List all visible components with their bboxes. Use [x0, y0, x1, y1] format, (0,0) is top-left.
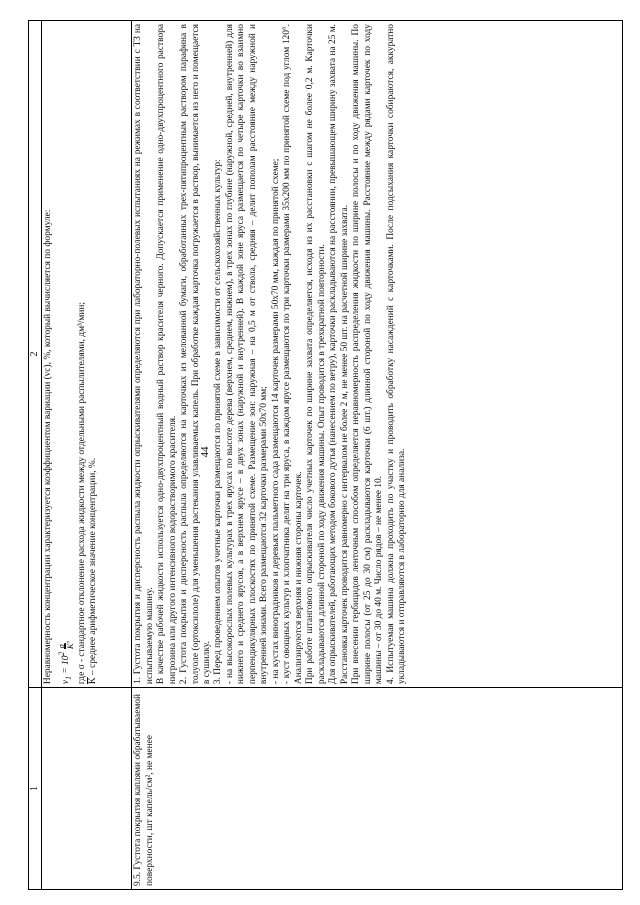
method-paragraph: 3. Перед проведением опытов учетные карточки размещаются по принятой схеме в зависимости от сельскохозяйственных культур: — [213, 159, 224, 685]
method-paragraph: 4. Испытуемая машина должна проходить по участку и проводить обработку насаждений с карточками. После подсыхания карточки собираются, аккуратно укладываются и отправляются в лабораторию для анализа. — [385, 24, 407, 685]
row1-col2 — [42, 21, 132, 688]
sigma-definition: где σ - стандартное отклонение расхода жидкости между отдельными распылителями, дм³/мин; — [76, 302, 87, 685]
variation-formula: $v_1 = 10^2$ σ $\overline{K}$ , — [55, 640, 76, 685]
row2-col1: 9.5. Густота покрытия каплями обрабатываемой поверхности, шт капель/см², не менее — [132, 688, 623, 890]
table-row — [42, 21, 132, 890]
row1-col1 — [42, 688, 132, 890]
row2-col2 — [132, 21, 623, 688]
method-paragraph: В качестве рабочей жидкости используется одно-двухпроцентный водный раствор красителя черного. Допускается применение одно-двухпроцентного раствора нигрозина или другого интенсивного водорастворимого красителя. — [156, 24, 178, 685]
method-paragraph: 2. Густота покрытия и дисперсность распыла определяются на карточках из мелованной бумаги, обработанных трех-пятипроцентным раствором парафина в толуоле (ортоксилоле) для уменьшения растекания улавливаемых капель. При обработке каждая карточка погружается в раствор, вынимается из него и помещается в сушилку. — [179, 24, 212, 685]
rotated-page — [28, 20, 623, 890]
table-row — [132, 21, 623, 890]
variation-intro: Неравномерность концентрации характеризуется коэффициентом вариации (vc), %, который вычисляется по формуле: — [43, 209, 54, 685]
table-header-row — [29, 21, 42, 890]
method-paragraph: Для опрыскивателей, работающих методом бокового дутья (нанесением по ветру), карточки раскладываются на расстоянии, превышающем ширину захвата на 25 м. Расстановка карточек проводится равномерно с интервалом не более 2 м, не менее 50 шт. на расчетной ширине захвата. — [328, 24, 350, 685]
column-header-1: 1 — [29, 688, 42, 890]
method-paragraph: 1. Густота покрытия и дисперсность распыла жидкости опрыскивателями определяются при лабораторно-полевых испытаниях на режимах в соответствии с ТЗ на испытываемую машину. — [133, 24, 155, 685]
column-header-2: 2 — [29, 21, 42, 688]
specification-table — [28, 20, 623, 890]
method-paragraph: - на высокорослых полевых культурах в трех ярусах по высоте дерева (верхнем, среднем, нижнем), в трех зонах по глубине (наружной, средней, внутренней) для нижнего и среднего ярусов, а в верхнем ярусе – в двух зонах (наружной и внутренней). В каждой зоне яруса размещается по четыре карточки во взаимно перпендикулярных плоскостях по принятой схеме. Размещение зон: наружная – на 0,5 м от ствола, средняя – делит пополам расстояние между наружной и внутренней зонами. Всего размещаются 32 карточки размерами 50x70 мм; — [224, 24, 270, 685]
k-definition: $\overline{K}$ – среднее арифметическое значение концентрации, %. — [88, 457, 99, 685]
method-paragraph: При внесении гербицидов ленточным способом определяется неравномерность распределения жидкости по ширине полосы и по ходу движения машины. По ширине полосы (от 25 до 30 см) раскладываются карточки (6 шт.) длинной стороной по ходу движения машины. Расстояние между рядами карточек по ходу машины – от 30 до 40 м. Число рядов – не менее 10. — [351, 24, 385, 685]
method-paragraph: - куст овощных культур и хлопчатника делят на три яруса, в каждом ярусе размещаются по три карточки размерами 35x200 мм по принятой схеме под углом 120°. Анализируются верхняя и нижняя стороны карточек. — [282, 24, 304, 685]
method-paragraph: - на кустах виноградников и деревьях пальметного сада размещаются 14 карточек размерами 50x70 мм, каждая по принятой схеме; — [270, 158, 281, 685]
method-paragraph: При работе штангового опрыскивателя число учетных карточек по ширине захвата определяется, исходя из их расстановки с шагом не более 0,2 м. Карточки раскладываются длинной стороной по ходу движения машины. Опыт проводится в трехкратной повторности. — [305, 24, 327, 685]
page-number: 44 — [199, 446, 211, 458]
formula-fraction: σ $\overline{K}$ — [55, 643, 76, 650]
